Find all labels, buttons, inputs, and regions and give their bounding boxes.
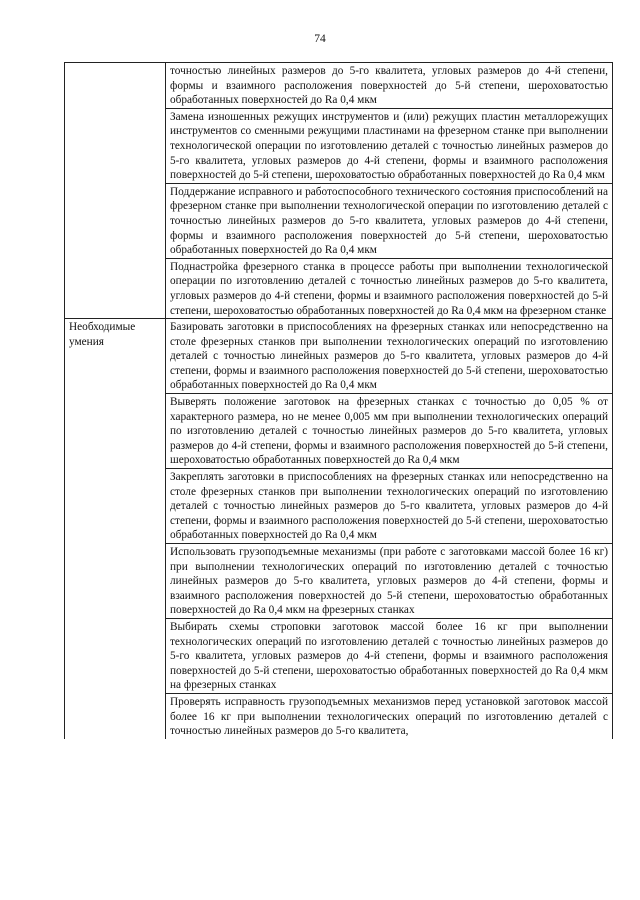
skill-cell: Закреплять заготовки в приспособлениях на фрезерных станках или непосредственно на столе фрезерных станков при выполнении технологических операций по изготовлению деталей с точностью линейных размеров до 5-го квалитета, угловых размеров до 4-й степени, формы и взаимного расположения поверхностей до 5-й степени, шероховатостью обработанных поверхностей до Ra 0,4 мкм (166, 469, 613, 544)
row-label-continuation (65, 63, 166, 319)
table-row (65, 319, 613, 394)
skill-cell: Использовать грузоподъемные механизмы (при работе с заготовками массой более 16 кг) при выполнении технологических операций по изготовлению деталей с точностью линейных размеров до 5-го квалитета, угловых размеров до 4-й степени, формы и взаимного расположения поверхностей до 5-й степени, шероховатостью обработанных поверхностей до Ra 0,4 мкм на фрезерных станках (166, 544, 613, 619)
skill-cell: Базировать заготовки в приспособлениях на фрезерных станках или непосредственно на столе фрезерных станков при выполнении технологических операций по изготовлению деталей с точностью линейных размеров до 5-го квалитета, угловых размеров до 4-й степени, формы и взаимного расположения поверхностей до 5-й степени, шероховатостью обработанных поверхностей до Ra 0,4 мкм (166, 319, 613, 394)
skill-cell: Выбирать схемы строповки заготовок массой более 16 кг при выполнении технологических операций по изготовлению деталей с точностью линейных размеров до 5-го квалитета, угловых размеров до 4-й степени, формы и взаимного расположения поверхностей до 5-й степени, шероховатостью обработанных поверхностей до Ra 0,4 мкм на фрезерных станках (166, 618, 613, 693)
labor-action-cell: Поднастройка фрезерного станка в процессе работы при выполнении технологической операции по изготовлению деталей с точностью линейных размеров до 5-го квалитета, угловых размеров до 4-й степени, формы и взаимного расположения поверхностей до 5-й степени, шероховатостью обработанных поверхностей до Ra 0,4 мкм на фрезерном станке (166, 258, 613, 318)
skill-cell: Выверять положение заготовок на фрезерных станках с точностью до 0,05 % от характерного размера, но не менее 0,005 мм при выполнении технологических операций по изготовлению деталей с точностью линейных размеров до 5-го квалитета, угловых размеров до 4-й степени, формы и взаимного расположения поверхностей до 5-й степени, шероховатостью обработанных поверхностей до Ra 0,4 мкм (166, 394, 613, 469)
labor-action-cell: Замена изношенных режущих инструментов и (или) режущих пластин металлорежущих инструментов со сменными режущими пластинами на фрезерном станке при выполнении технологической операции по изготовлению деталей с точностью линейных размеров до 5-го квалитета, угловых размеров до 4-й степени, формы и взаимного расположения поверхностей до 5-й степени, шероховатостью обработанных поверхностей до Ra 0,4 мкм (166, 108, 613, 183)
competency-table (64, 62, 613, 739)
row-label-skills: Необходимые умения (65, 319, 166, 739)
labor-action-cell: Поддержание исправного и работоспособного технического состояния приспособлений на фрезерном станке при выполнении технологической операции по изготовлению деталей с точностью линейных размеров до 5-го квалитета, угловых размеров до 4-й степени, формы и взаимного расположения поверхностей до 5-й степени, шероховатостью обработанных поверхностей до Ra 0,4 мкм (166, 183, 613, 258)
page-number: 74 (314, 33, 326, 45)
labor-action-cell: точностью линейных размеров до 5-го квалитета, угловых размеров до 4-й степени, формы и взаимного расположения поверхностей до 5-й степени, шероховатостью обработанных поверхностей до Ra 0,4 мкм (166, 63, 613, 109)
skill-cell: Проверять исправность грузоподъемных механизмов перед установкой заготовок массой более 16 кг при выполнении технологических операций по изготовлению деталей с точностью линейных размеров до 5-го квалитета, (166, 693, 613, 738)
table-row (65, 63, 613, 109)
